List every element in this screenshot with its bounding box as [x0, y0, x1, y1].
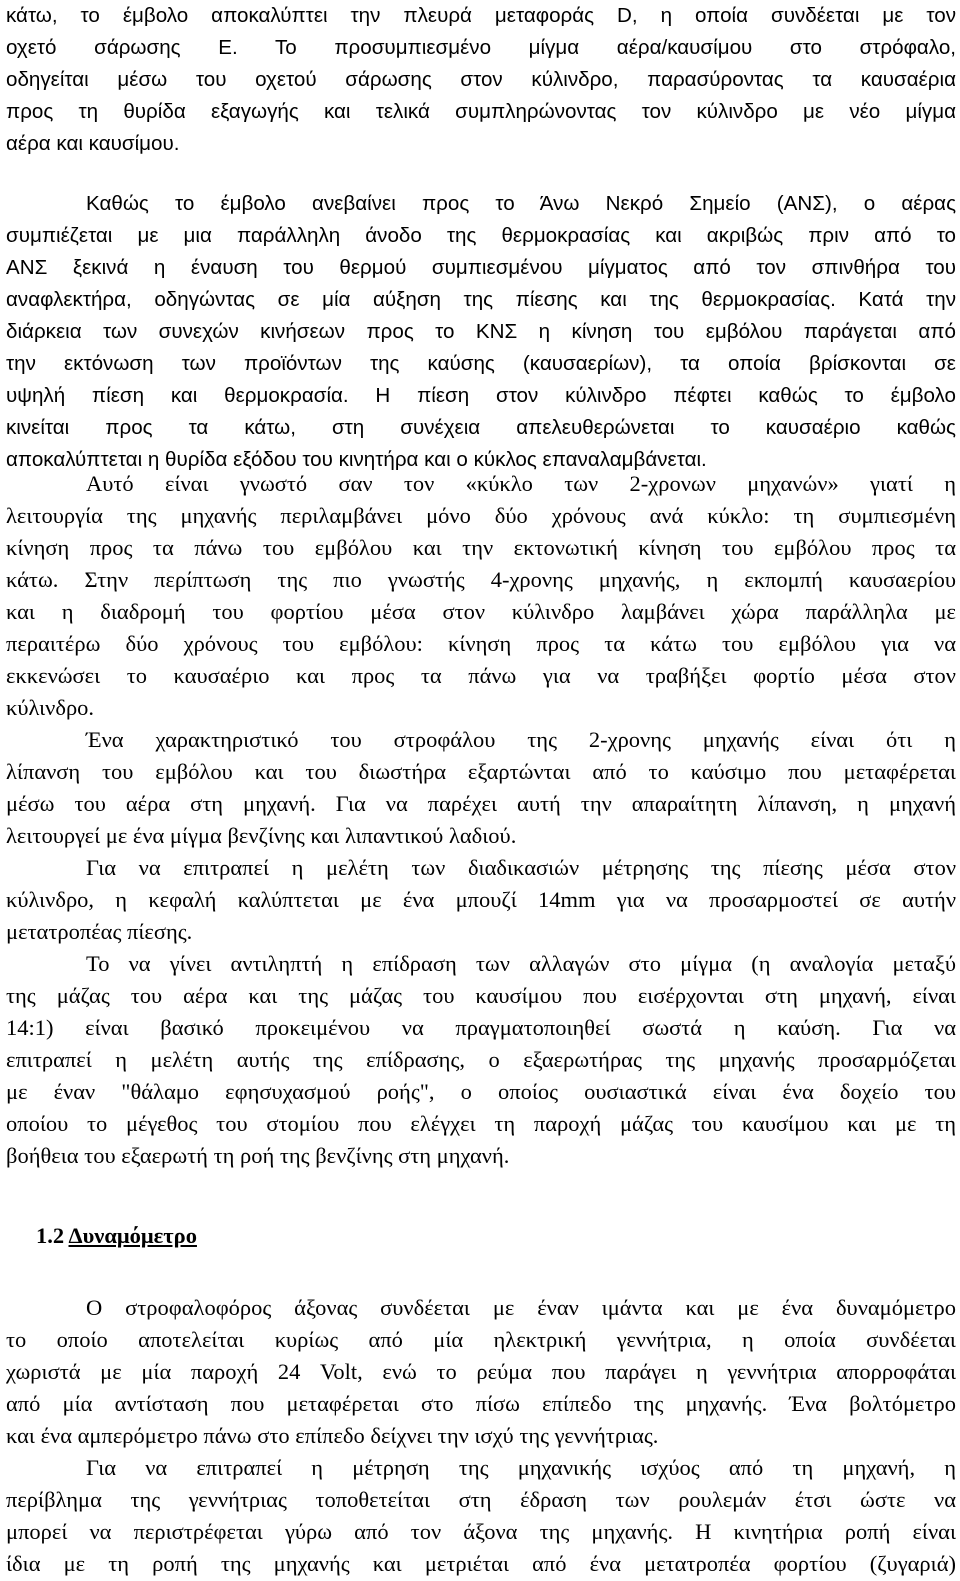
paragraph-line: Αυτό είναι γνωστό σαν τον «κύκλο των 2-χρονων μηχανών» γιατί η: [86, 471, 956, 496]
paragraph-line: την εκτόνωση των προϊόντων της καύσης (καυσαερίων), τα οποία βρίσκονται σε: [6, 352, 956, 375]
paragraph-line: κύλινδρο.: [6, 695, 95, 720]
paragraph-line: λειτουργεί με ένα μίγμα βενζίνης και λιπαντικού λαδιού.: [6, 823, 517, 848]
paragraph-line: περίβλημα της γεννήτριας τοποθετείται στη έδραση των ρουλεμάν έτσι ώστε να: [6, 1487, 956, 1512]
paragraph-line: και η διαδρομή του φορτίου μέσα στον κύλινδρο λαμβάνει χώρα παράλληλα με: [6, 599, 956, 624]
paragraph-line: εκκενώσει το καυσαέριο και προς τα πάνω για να τραβήξει φορτίο μέσα στον: [6, 663, 956, 688]
paragraph-line: επιτραπεί η μελέτη αυτής της επίδρασης, ο εξαερωτήρας της μηχανής προσαρμόζεται: [6, 1047, 956, 1072]
paragraph-line: οποίου το μέγεθος του στομίου που ελέγχει τη παροχή μάζας του καυσίμου και με τη: [6, 1111, 956, 1136]
section-number: 1.2: [36, 1223, 65, 1248]
paragraph-line: αναφλεκτήρα, οδηγώντας σε μία αύξηση της πίεσης και της θερμοκρασίας. Κατά την: [6, 288, 956, 311]
paragraph-line: υψηλή πίεση και θερμοκρασία. Η πίεση στον κύλινδρο πέφτει καθώς το έμβολο: [6, 384, 956, 407]
paragraph-line: ίδια με τη ροπή της μηχανής και μετριέται από ένα μετατροπέα φορτίου (ζυγαριά): [6, 1551, 956, 1576]
paragraph-line: Ένα χαρακτηριστικό του στροφάλου της 2-χρονης μηχανής είναι ότι η: [86, 727, 956, 752]
paragraph-line: κίνηση προς τα πάνω του εμβόλου και την εκτονωτική κίνηση του εμβόλου προς τα: [6, 535, 956, 560]
paragraph-line: Το να γίνει αντιληπτή η επίδραση των αλλαγών στο μίγμα (η αναλογία μεταξύ: [86, 951, 956, 976]
paragraph-7: [6, 1292, 956, 1452]
paragraph-line: αέρα και καυσίμου.: [6, 132, 180, 155]
paragraph-line: διάρκεια των συνεχών κινήσεων προς το ΚΝΣ η κίνηση του εμβόλου παράγεται από: [6, 320, 956, 343]
paragraph-2: [6, 188, 956, 476]
paragraph-line: βοήθεια του εξαερωτή τη ροή της βενζίνης στη μηχανή.: [6, 1143, 510, 1168]
paragraph-1: [6, 0, 956, 160]
paragraph-line: το οποίο αποτελείται κυρίως από μία ηλεκτρική γεννήτρια, η οποία συνδέεται: [6, 1327, 956, 1352]
paragraph-line: ΑΝΣ ξεκινά η έναυση του θερμού συμπιεσμένου μίγματος από τον σπινθήρα του: [6, 256, 956, 279]
paragraph-line: Για να επιτραπεί η μελέτη των διαδικασιών μέτρησης της πίεσης μέσα στον: [86, 855, 956, 880]
paragraph-line: της μάζας του αέρα και της μάζας του καυσίμου που εισέρχονται στη μηχανή, είναι: [6, 983, 956, 1008]
paragraph-line: μπορεί να περιστρέφεται γύρω από τον άξονα της μηχανής. Η κινητήρια ροπή είναι: [6, 1519, 956, 1544]
paragraph-line: κύλινδρο, η κεφαλή καλύπτεται με ένα μπουζί 14mm για να προσαρμοστεί σε αυτήν: [6, 887, 956, 912]
section-heading: [6, 1216, 956, 1256]
paragraph-line: μέσω του αέρα στη μηχανή. Για να παρέχει αυτή την απαραίτητη λίπανση, η μηχανή: [6, 791, 956, 816]
paragraph-8: [6, 1452, 956, 1580]
paragraph-line: αποκαλύπτεται η θυρίδα εξόδου του κινητήρα και ο κύκλος επαναλαμβάνεται.: [6, 448, 707, 471]
paragraph-3: [6, 468, 956, 724]
paragraph-line: κάτω, το έμβολο αποκαλύπτει την πλευρά μεταφοράς D, η οποία συνδέεται με τον: [6, 4, 956, 27]
paragraph-line: συμπιέζεται με μια παράλληλη άνοδο της θερμοκρασίας και ακριβώς πριν από το: [6, 224, 956, 247]
paragraph-line: οδηγείται μέσω του οχετού σάρωσης στον κύλινδρο, παρασύροντας τα καυσαέρια: [6, 68, 956, 91]
paragraph-line: κινείται προς τα κάτω, στη συνέχεια απελευθερώνεται το καυσαέριο καθώς: [6, 416, 956, 439]
paragraph-line: λειτουργία της μηχανής περιλαμβάνει μόνο δύο χρόνους ανά κύκλο: τη συμπιεσμένη: [6, 503, 956, 528]
paragraph-line: Ο στροφαλοφόρος άξονας συνδέεται με έναν ιμάντα και με ένα δυναμόμετρο: [86, 1295, 956, 1320]
paragraph-line: με έναν "θάλαμο εφησυχασμού ροής", ο οποίος ουσιαστικά είναι ένα δοχείο του: [6, 1079, 956, 1104]
section-title: Δυναμόμετρο: [68, 1223, 197, 1248]
paragraph-line: μετατροπέας πίεσης.: [6, 919, 193, 944]
paragraph-line: λίπανση του εμβόλου και του διωστήρα εξαρτώνται από το καύσιμο που μεταφέρεται: [6, 759, 956, 784]
paragraph-6: [6, 948, 956, 1172]
paragraph-5: [6, 852, 956, 948]
paragraph-line: χωριστά με μία παροχή 24 Volt, ενώ το ρεύμα που παράγει η γεννήτρια απορροφάται: [6, 1359, 956, 1384]
paragraph-line: περαιτέρω δύο χρόνους του εμβόλου: κίνηση προς τα κάτω του εμβόλου για να: [6, 631, 956, 656]
paragraph-line: 14:1) είναι βασικό προκειμένου να πραγματοποιηθεί σωστά η καύση. Για να: [6, 1015, 956, 1040]
paragraph-4: [6, 724, 956, 852]
paragraph-line: και ένα αμπερόμετρο πάνω στο επίπεδο δείχνει την ισχύ της γεννήτριας.: [6, 1423, 659, 1448]
paragraph-line: Για να επιτραπεί η μέτρηση της μηχανικής ισχύος από τη μηχανή, η: [86, 1455, 956, 1480]
paragraph-line: οχετό σάρωσης Ε. Το προσυμπιεσμένο μίγμα αέρα/καυσίμου στο στρόφαλο,: [6, 36, 956, 59]
paragraph-line: από μία αντίσταση που μεταφέρεται στο πίσω επίπεδο της μηχανής. Ένα βολτόμετρο: [6, 1391, 956, 1416]
paragraph-line: κάτω. Στην περίπτωση της πιο γνωστής 4-χρονης μηχανής, η εκπομπή καυσαερίου: [6, 567, 956, 592]
paragraph-line: Καθώς το έμβολο ανεβαίνει προς το Άνω Νεκρό Σημείο (ΑΝΣ), ο αέρας: [86, 192, 956, 215]
paragraph-line: προς τη θυρίδα εξαγωγής και τελικά συμπληρώνοντας τον κύλινδρο με νέο μίγμα: [6, 100, 956, 123]
